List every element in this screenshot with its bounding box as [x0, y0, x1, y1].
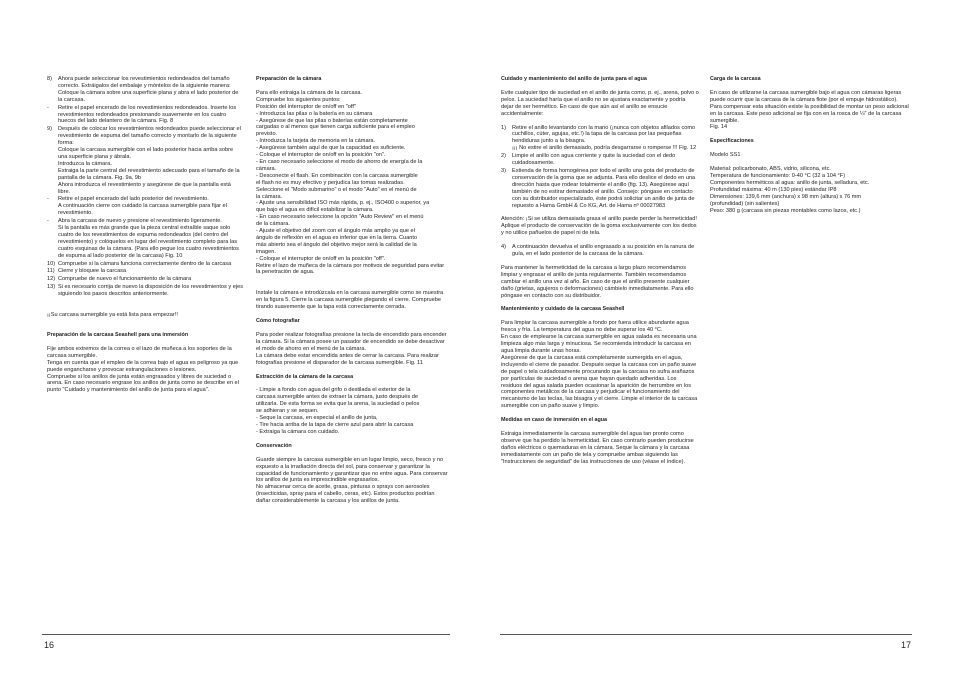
- ready-message: ¡¡Su carcasa sumergible ya está lista para empezar!!: [47, 312, 178, 319]
- spec-item: Peso: 380 g (carcasa sin piezas montables como lazos, etc.): [710, 207, 861, 214]
- list-marker: 13): [47, 284, 56, 291]
- list-text: Limpie el anillo con agua corriente y quite la suciedad con el dedo cuidadosamente.: [512, 153, 676, 167]
- specifications-heading: Especificaciones: [710, 138, 754, 145]
- list-text: Retire el papel encerado del lado posterior del revestimiento. A continuación cierre con cuidado la carcasa sumergible para fijar el revestimiento.: [58, 196, 227, 217]
- seal-step-3: [501, 168, 699, 209]
- checklist-item: - Ajuste el objetivo del zoom con el ángulo más amplio ya que el ángulo de reflexión en el agua es inferior que en la tierra. Cuanto más abierto sea el ángulo del objetivo mejor será la calidad de la imagen.: [256, 228, 418, 255]
- assembly-steps: [47, 76, 243, 298]
- list-text: Si es necesario corrija de nuevo la disposición de los revestimientos y ejes siguiendo los pasos descritos anteriormente.: [58, 284, 243, 298]
- list-text: Compruebe de nuevo el funcionamiento de la cámara: [58, 276, 192, 283]
- right-column-1: [501, 76, 699, 473]
- housing-care-text: Para limpiar la carcasa sumergible a fondo por fuera utilice abundante agua fresca y fría. La temperatura del agua no debe superar los 40 °C. En caso de emplearse la carcasa sumergible en agua salada es necesaria una limpieza algo más larga y minuciosa. Se recomienda introducir la carcasa en agua limpia durante unas horas. Asegúrese de que la carcasa está completamente sumergida en el agua, incluyendo el cierre de pasador. Después seque la carcasa con un paño suave de papel o tela cuidadosamente procurando que la carcasa no sufra arañazos por partículas de suciedad o arena que hayan quedado adheridas. Los residuos del agua salada pueden ocasionar la aparición de herrumbre en los componentes metálicos de la carcasa y perjudicar el funcionamiento del mecanismo de las teclas, las bisagra y el cierre. Limpie el interior de la carcasa sumergible con un paño suave y limpio.: [501, 320, 698, 410]
- extraction-steps: [256, 387, 450, 435]
- list-marker: 1): [501, 124, 506, 131]
- assembly-step-1: [47, 76, 243, 104]
- strap-text: Fije ambos extremos de la correa o el lazo de muñeca a los soportes de la carcasa sumergible. Tenga en cuenta que el empleo de la correa bajo el agua es peligroso ya que puede engancharse y provocar estrangulaciones o lesiones. Compruebe si los anillos de junta están engrasados y libres de suciedad o arena. En caso necesario engrase los anillos de junta como se describe en el punto "Cuidado y mantenimiento del anillo de junta para el agua".: [47, 345, 239, 394]
- checklist-item: - Ajuste una sensibilidad ISO más rápida, p. ej., ISO400 o superior, ya que bajo el agua es difícil estabilizar la cámara.: [256, 200, 430, 214]
- checklist-item: - Desconecte el flash. En combinación con la carcasa sumergible el flash no es muy efectivo y perjudica las tomas realizadas. Seleccione el "Modo submarino" o el modo "Auto" en el menú de la cámara.: [256, 172, 418, 200]
- seal-step-4: [501, 244, 699, 258]
- extraction-step: - Extraiga la cámara con cuidado.: [256, 428, 340, 435]
- list-text: A continuación devuelva el anillo engrasado a su posición en la ranura de guía, en el lado posterior de la carcasa de la cámara.: [512, 244, 695, 258]
- spec-item: Material: policarbonato, ABS, vidrio, silicona, etc.: [710, 166, 831, 173]
- list-marker: 2): [501, 153, 506, 160]
- checklist-item: - Introduzca la tarjeta de memoria en la cámara.: [256, 138, 376, 145]
- list-marker: -: [47, 104, 49, 111]
- seal-care-heading: Cuidado y mantenimiento del anillo de junta para el agua: [501, 76, 647, 82]
- list-text: Cierre y bloquee la carcasa: [58, 268, 127, 275]
- seal-care-steps: [501, 125, 699, 210]
- assembly-step-2: [47, 105, 243, 126]
- housing-load-heading: Carga de la carcasa: [710, 76, 761, 82]
- model-label: Modelo SS1: [710, 152, 741, 159]
- list-marker: 10): [47, 260, 56, 267]
- extraction-step: - Limpie a fondo con agua del grifo o destilada el exterior de la carcasa sumergible antes de extraer la cámara, justo después de utilizarla. De esta forma se evita que la arena, la suciedad o pelos se adhieran y se sequen.: [256, 387, 420, 415]
- checklist-item: - Asegúrese de que las pilas o baterías están completamente cargadas o al menos que tienen carga suficiente para el empleo previsto.: [256, 117, 415, 138]
- left-column-2: [256, 76, 450, 512]
- assembly-step-9: [47, 284, 243, 298]
- checklist-item: - Asegúrese también aquí de que la capacidad es suficiente.: [256, 145, 406, 152]
- extraction-step: - Tire hacia arriba de la tapa de cierre azul para abrir la carcasa: [256, 421, 414, 428]
- left-page-rule: [42, 634, 450, 635]
- checklist-item: - Coloque el interruptor de on/off en la posición "off".: [256, 255, 386, 262]
- housing-load-text: En caso de utilizarse la carcasa sumergible bajo el agua con cámaras ligeras puede ocurrir que la carcasa de la cámara flote (por el empuje hidrostático). Para compensar esta situación existe la posibilidad de montar un peso adicional en la carcasa. Este peso adicional se fija con en la rosca de ¼" de la carcasa sumergible. Fig. 14: [710, 89, 909, 131]
- checklist-item: - En caso necesario seleccione la opción "Auto Review" en el menú de la cámara.: [256, 214, 424, 228]
- list-marker: 9): [47, 126, 52, 133]
- checklist-item: - Coloque el interruptor de on/off en la posición "on".: [256, 152, 386, 159]
- list-marker: 12): [47, 276, 56, 283]
- assembly-step-6: [47, 261, 243, 268]
- list-marker: 3): [501, 167, 506, 174]
- list-marker: -: [47, 218, 49, 225]
- spec-item: Componentes herméticos al agua: anillo de junta, selladura, etc.: [710, 179, 870, 186]
- list-text: Abra la carcasa de nuevo y presione el revestimiento ligeramente. Si la pantalla es más grande que la pieza central extraíble saque solo cuatro de los revestimientos de espuma redondeados (del centro del revestimiento) y colóquelos en lugar del revestimiento completo para las cuatro esquinas de la cámara. (Para ello pegue los cuatro revestimientos de espuma al lado posterior de la carcasa) Fig. 10: [58, 218, 239, 259]
- spec-item: Profundidad máxima: 40 m (130 pies) estándar IP8: [710, 186, 837, 193]
- how-to-shoot-text: Para poder realizar fotografías presione la tecla de encendido para encender la cámara. Si la cámara posee un pasador de encendido se debe desactivar el modo de ahorro en el menú de la cámara. La cámara debe estar encendida antes de cerrar la carcasa. Para realizar fotografías presione el disparador de la carcasa sumergible. Fig. 11: [256, 332, 447, 366]
- install-camera-text: Instale la cámara e introdúzcala en la carcasa sumergible como se muestra en la figura 5. Cierre la carcasa sumergible plegando el cierre. Compruebe tirando suavemente que la tapa está correctamente cerrada.: [256, 290, 444, 311]
- assembly-step-3: [47, 126, 243, 195]
- assembly-step-5: [47, 218, 243, 259]
- specifications-list: [710, 166, 910, 214]
- immersion-heading: Medidas en caso de inmersión en el agua: [501, 417, 608, 424]
- seal-step-2: [501, 153, 699, 167]
- left-page-number: 16: [44, 640, 55, 650]
- left-column-1: [47, 76, 243, 401]
- list-text: Retire el anillo levantando con la mano (¡nunca con objetos afilados como cuchillos, cúter, agujas, etc.!) la tapa de la carcasa por las pequeñas hendiduras junto a la bisagra. ¡¡¡ No estire el anillo demasiado, podría desgarrarse o romperse !!! Fig. 12: [512, 124, 697, 152]
- list-marker: 11): [47, 268, 55, 275]
- extraction-heading: Extracción de la cámara de la carcasa: [256, 373, 354, 380]
- list-text: Después de colocar los revestimientos redondeados puede seleccionar el revestimiento de espuma del tamaño correcto y montarlo de la siguiente forma: Coloque la carcasa sumergible con el lado posterior hacia arriba sobre una superficie plana y ábrala. Introduzca la cámara. Extraiga la parte central del revestimiento adecuado para el tamaño de la pantalla de la cámara. Fig. 9a, 9b Ahora introduzca el revestimiento y asegúrese de que la pantalla está libre.: [58, 126, 241, 195]
- list-text: Compruebe si la cámara funciona correctamente dentro de la carcasa: [58, 260, 232, 267]
- list-text: Retire el papel encerado de los revestimientos redondeados. Inserte los revestimientos redondeados presionando suavemente en los cuatro huecos del lado delantero de la cámara. Fig. 8: [58, 104, 237, 125]
- list-text: Extienda de forma homogénea por todo el anillo una gota del producto de conservación de la goma que se adjunta. Para ello deslice el dedo en una dirección hasta que rodear totalmente el anillo (fig. 13). Asegúrese aquí también de no estirar demasiado el anillo. Consejo: póngase en contacto con su distribuidor especializado, éste podrá solicitar un anillo de junta de repuesto a Hama GmbH & Co KG, Art. de Hama nº 00027983: [512, 167, 696, 209]
- spec-item: Temperatura de funcionamiento: 0-40 °C (32 a 104 °F): [710, 173, 846, 180]
- grease-warning: Atención: ¡Si se utiliza demasiada grasa el anillo puede perder la hermeticidad! Aplique el producto de conservación de la goma exclusivamente con los dedos y no utilice pañuelos de papel ni de tela.: [501, 216, 697, 237]
- storage-heading: Conservación: [256, 442, 292, 449]
- spec-item: Dimensiones: 139,6 mm (anchura) x 98 mm (altura) x 76 mm (profundidad) (sin salientes): [710, 193, 862, 207]
- camera-prep-heading: Preparación de la cámara: [256, 76, 322, 82]
- housing-care-heading: Mantenimiento y cuidado de la carcasa Seashell: [501, 306, 625, 313]
- right-page-rule: [500, 634, 912, 635]
- list-marker: 8): [47, 76, 52, 82]
- list-text: Ahora puede seleccionar los revestimientos redondeados del tamaño correcto. Extráigalos del embalaje y móntelos de la siguiente manera: Coloque la cámara sobre una superficie plana y abra el lado posterior de la carcasa.: [58, 76, 239, 103]
- camera-prep-intro: Para ello extraiga la cámara de la carcasa. Compruebe los siguientes puntos: Posición del interruptor de on/off en "off": [256, 89, 363, 110]
- assembly-step-4: [47, 196, 243, 217]
- assembly-step-7: [47, 268, 243, 275]
- wrist-strap-note: Retire el lazo de muñeca de la cámara por motivos de seguridad para evitar la penetración de agua.: [256, 262, 445, 276]
- storage-text: Guarde siempre la carcasa sumergible en un lugar limpio, seco, fresco y no expuesto a la irradiación directa del sol, para conservar y garantizar la capacidad de funcionamiento y garantizar que no entre agua. Para conservar los anillos de junta es imprescindible engrasarlos. No almacenar cerca de aceite, grasa, pinturas o sprays con aerosoles (insecticidas, spray para el cabello, ceras, etc). Estos productos podrían dañar considerablemente la carcasa y los anillos de junta.: [256, 456, 448, 505]
- list-marker: -: [47, 196, 49, 203]
- list-marker: 4): [501, 244, 506, 251]
- seal-care-intro: Evite cualquier tipo de suciedad en el anillo de junta como, p. ej., arena, polvo o pelos. La suciedad haría que el anillo no se ajustara exactamente y podría dejar de ser hermético. En caso de que aún así el anillo se ensucie accidentalmente:: [501, 89, 699, 117]
- checklist-item: - Introduzca las pilas o la batería en su cámara: [256, 110, 373, 117]
- checklist-item: - En caso necesario seleccione el modo de ahorro de energía de la cámara.: [256, 158, 423, 172]
- strap-heading: Preparación de la carcasa Seashell para una inmersión: [47, 332, 189, 338]
- immersion-text: Extraiga inmediatamente la carcasa sumergible del agua tan pronto como observe que ha perdido la hermeticidad. En caso contrario pueden producirse daños eléctricos o quemaduras en la cámara. Seque la cámara y la carcasa inmediatamente con un paño de tela y compruebe ambas siguiendo las "Instrucciones de seguridad" de las instrucciones de uso (véase el índice).: [501, 431, 694, 465]
- how-to-shoot-heading: Cómo fotografiar: [256, 318, 300, 325]
- camera-checklist: [256, 111, 450, 263]
- right-column-2: [710, 76, 910, 215]
- seal-maintenance-text: Para mantener la hermeticidad de la carcasa a largo plazo recomendamos limpiar y engrasar el anillo de junta regularmente. También recomendamos cambiar el anillo una vez al año. En caso de que el anillo presente cualquier daño (grietas, agujeros o deformaciones) cámbielo inmediatamente. Para ello póngase en contacto con su distribuidor.: [501, 264, 694, 299]
- seal-step-1: [501, 125, 699, 153]
- right-page-number: 17: [901, 640, 912, 650]
- extraction-step: - Seque la carcasa, en especial el anillo de junta,: [256, 415, 378, 422]
- assembly-step-8: [47, 276, 243, 283]
